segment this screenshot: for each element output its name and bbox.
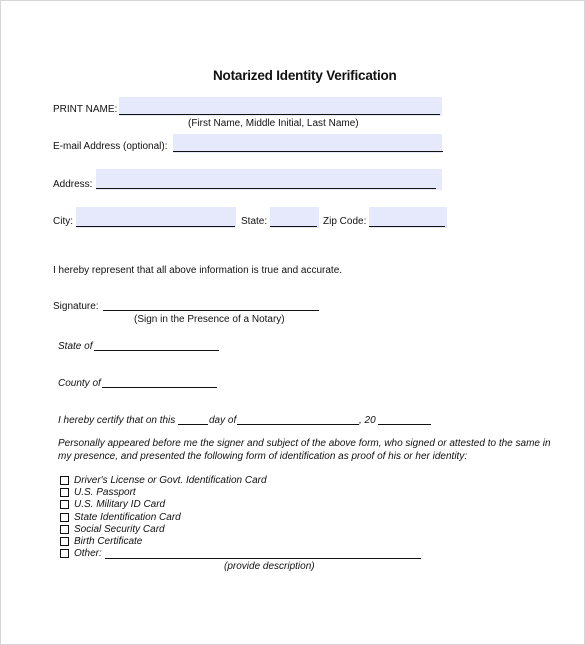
checkbox-military-id[interactable] — [60, 500, 69, 509]
signature-line[interactable] — [103, 310, 319, 311]
checkbox-state-id[interactable] — [60, 513, 69, 522]
option-social-security: Social Security Card — [74, 524, 165, 535]
checkbox-other[interactable] — [60, 549, 69, 558]
state-underline — [270, 226, 317, 227]
city-label: City: — [53, 216, 73, 227]
day-line[interactable] — [178, 424, 208, 425]
zip-field[interactable] — [369, 207, 447, 228]
print-name-label: PRINT NAME: — [53, 104, 118, 115]
month-line[interactable] — [237, 424, 359, 425]
year-line[interactable] — [378, 424, 431, 425]
address-label: Address: — [53, 179, 93, 190]
county-of-line[interactable] — [102, 387, 217, 388]
day-of-label: day of — [209, 415, 237, 426]
state-label: State: — [241, 216, 268, 227]
signature-hint: (Sign in the Presence of a Notary) — [134, 314, 285, 325]
city-underline — [76, 226, 235, 227]
address-field[interactable] — [96, 169, 442, 190]
state-of-label: State of — [58, 341, 93, 352]
other-description-line[interactable] — [105, 558, 421, 559]
year-prefix: , 20 — [359, 415, 376, 426]
option-birth-certificate: Birth Certificate — [74, 536, 143, 547]
appeared-line-1: Personally appeared before me the signer and subject of the above form, who signed or attested to the same in — [58, 438, 551, 449]
certify-prefix: I hereby certify that on this — [58, 415, 176, 426]
state-field[interactable] — [270, 207, 319, 228]
form-title: Notarized Identity Verification — [213, 68, 397, 83]
state-of-line[interactable] — [94, 350, 219, 351]
option-passport: U.S. Passport — [74, 487, 136, 498]
checkbox-social-security[interactable] — [60, 525, 69, 534]
appeared-line-2: my presence, and presented the following form of identification as proof of his or her identity: — [58, 451, 468, 462]
checkbox-birth-certificate[interactable] — [60, 537, 69, 546]
represent-statement: I hereby represent that all above information is true and accurate. — [53, 265, 343, 276]
print-name-underline — [119, 114, 440, 115]
other-hint: (provide description) — [224, 561, 315, 572]
zip-underline — [369, 226, 445, 227]
address-underline — [96, 188, 436, 189]
name-hint: (First Name, Middle Initial, Last Name) — [188, 118, 359, 129]
option-drivers-license: Driver's License or Govt. Identification Card — [74, 475, 267, 486]
email-label: E-mail Address (optional): — [53, 141, 168, 152]
checkbox-passport[interactable] — [60, 488, 69, 497]
city-field[interactable] — [76, 207, 236, 228]
option-other: Other: — [74, 548, 102, 559]
checkbox-drivers-license[interactable] — [60, 476, 69, 485]
email-underline — [173, 151, 443, 152]
signature-label: Signature: — [53, 301, 99, 312]
zip-label: Zip Code: — [323, 216, 367, 227]
option-military-id: U.S. Military ID Card — [74, 499, 166, 510]
county-of-label: County of — [58, 378, 101, 389]
option-state-id: State Identification Card — [74, 512, 181, 523]
